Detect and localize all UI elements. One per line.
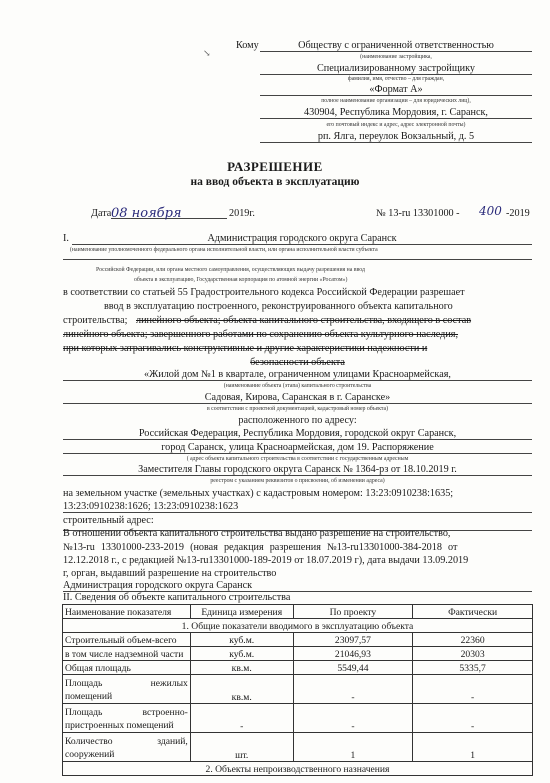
indicators-table [62,604,533,776]
land-line-1: на земельном участке (земельных участках) с кадастровым номером: 13:23:0910238:1635; [63,488,454,499]
body-text-6: безопасности объекта [250,357,345,368]
object-hint-2: в соответствии с проектной документацией, кадастровый номер объекта) [206,406,389,412]
document-subtitle: на ввод объекта в эксплуатацию [190,176,360,188]
row-fact: 5335,7 [413,661,533,675]
row-unit: кв.м. [190,675,293,704]
permit-line-2: №13-ru 13301000-233-2019 (новая редакция разрешения №13-ru13301000-384-2018 от [63,542,458,553]
authority-hint-3: объекта в эксплуатацию, Государственная корпорация по атомной энергии «Росатом») [134,277,348,283]
authority-name: Администрация городского округа Саранск [72,233,532,245]
table-row [63,647,533,661]
section-1-title: 1. Общие показатели вводимого в эксплуатацию объекта [63,619,533,633]
table-row [63,661,533,675]
object-name-line-2: Садовая, Кирова, Саранская в г. Саранске» [63,392,532,404]
build-address-label: строительный адрес: [63,515,154,526]
permit-line-1: В отношении объекта капитального строительства выдано разрешение на строительство, [63,528,451,539]
located-label: расположенного по адресу: [238,415,357,426]
row-unit: куб.м. [190,647,293,661]
header-fact: Фактически [413,605,533,619]
addressee-hint-4: его почтовый индекс и адрес, адрес электронной почты) [326,122,466,128]
row-name [63,733,191,762]
section-2-title: 2. Объекты непроизводственного назначения [63,762,533,776]
row-name [63,675,191,704]
address-line-2: город Саранск, улица Красноармейская, дом 19. Распоряжение [63,442,532,454]
permit-line-5: Администрация городского округа Саранск [63,580,532,592]
number-handwritten: 400 [479,204,502,218]
row-unit: куб.м. [190,633,293,647]
table-section-row [63,762,533,776]
date-field [111,204,227,219]
permit-line-3: 12.12.2018 г., с редакцией №13-ru13301000-189-2019 от 18.07.2019 г), дата выдачи 13.09.2019 [63,555,469,566]
date-handwritten: 08 ноября [111,206,182,221]
address-line-3: Заместителя Главы городского округа Саранск № 1364-рз от 18.10.2019 г. [63,464,532,476]
number-label: № 13-ru 13301000 - [376,208,460,219]
row-fact: - [413,675,533,704]
row-name-part: Количество [65,736,113,747]
body-text-1: в соответствии со статьей 55 Градостроительного кодекса Российской Федерации разрешает [63,287,465,298]
row-plan: - [293,675,413,704]
row-name: Строительный объем-всего [63,633,191,647]
table-row [63,733,533,762]
row-name [63,704,191,733]
body-text-5: при которых затрагивались конструктивные и другие характеристики надежности и [63,343,428,354]
date-year: 2019г. [229,208,255,219]
row-name-part: встроенно- [142,707,188,718]
authority-hint-2: Российской Федерации, или органа местного самоуправления, осуществляющих выдачу разрешения на ввод [96,267,365,273]
row-fact: 1 [413,733,533,762]
row-name-part: Площадь [65,678,103,689]
row-name-part: помещений [65,691,113,702]
addressee-line-4: 430904, Республика Мордовия, г. Саранск, [260,107,532,119]
body-text-3a: строительства; [63,315,128,326]
row-name: в том числе надземной части [63,647,191,661]
address-hint-2: реестром с указанием реквизитов о присвоении, об изменении адреса) [210,478,385,484]
row-plan: 21046,93 [293,647,413,661]
row-fact: 20303 [413,647,533,661]
header-plan: По проекту [293,605,413,619]
addressee-hint-1: (наименование застройщика, [360,54,432,60]
row-fact: 22360 [413,633,533,647]
section-i-label: I. [63,233,69,244]
row-unit: - [190,704,293,733]
table-header-row [63,605,533,619]
addressee-line-3: «Формат А» [260,84,532,96]
addressee-line-2: Специализированному застройщику [260,63,532,75]
land-line-2: 13:23:0910238:1626; 13:23:0910238:1623 [63,501,532,513]
table-section-row [63,619,533,633]
row-name-part: пристроенных помещений [65,720,174,731]
document-title: РАЗРЕШЕНИЕ [227,159,323,174]
address-line-1: Российская Федерация, Республика Мордовия, городской округ Саранск, [63,428,532,440]
addressee-line-1: Обществу с ограниченной ответственностью [260,40,532,52]
pen-mark: ↘ [203,48,211,58]
row-name-part: сооружений [65,749,115,760]
body-text-3b: линейного объекта; объекта капитального строительства, входящего в состав [136,315,472,326]
addressee-hint-3: полное наименование организации – для юридических лиц), [321,98,471,104]
body-text-2: ввод в эксплуатацию построенного, реконструированного объекта капитального [104,301,453,312]
row-plan: 5549,44 [293,661,413,675]
section-ii-heading: II. Сведения об объекте капитального строительства [63,592,291,603]
authority-hint-1: (наименование уполномоченного федерального органа исполнительной власти, или органа исполнительной власти субъекта [70,247,378,253]
row-name-part: Площадь [65,707,103,718]
table-row [63,675,533,704]
addressee-line-5: рп. Ялга, переулок Вокзальный, д. 5 [260,131,532,143]
body-text-4: линейного объекта; завершенного работами по сохранению объекта культурного наследия, [63,329,459,340]
table-row [63,704,533,733]
date-label: Дата [91,208,112,219]
number-suffix: -2019 [506,208,530,219]
row-plan: - [293,704,413,733]
header-indicator: Наименование показателя [63,605,191,619]
table-row [63,633,533,647]
row-name-part: нежилых [150,678,188,689]
object-hint-1: (наименование объекта (этапа) капитального строительства [223,383,372,389]
header-unit: Единица измерения [190,605,293,619]
object-name-line-1: «Жилой дом №1 в квартале, ограниченном улицами Красноармейская, [63,369,532,381]
to-label: Кому [236,40,259,51]
authority-blank-line [63,258,532,260]
permit-line-4: г, орган, выдавший разрешение на строительство [63,568,277,579]
addressee-hint-2: фамилия, имя, отчество – для граждан, [347,76,445,82]
row-name: Общая площадь [63,661,191,675]
address-hint-1: ( адрес объекта капитального строительства в соответствии с государственным адресным [186,456,409,462]
row-unit: кв.м. [190,661,293,675]
row-unit: шт. [190,733,293,762]
row-plan: 1 [293,733,413,762]
row-fact: - [413,704,533,733]
row-name-part: зданий, [157,736,188,747]
row-plan: 23097,57 [293,633,413,647]
